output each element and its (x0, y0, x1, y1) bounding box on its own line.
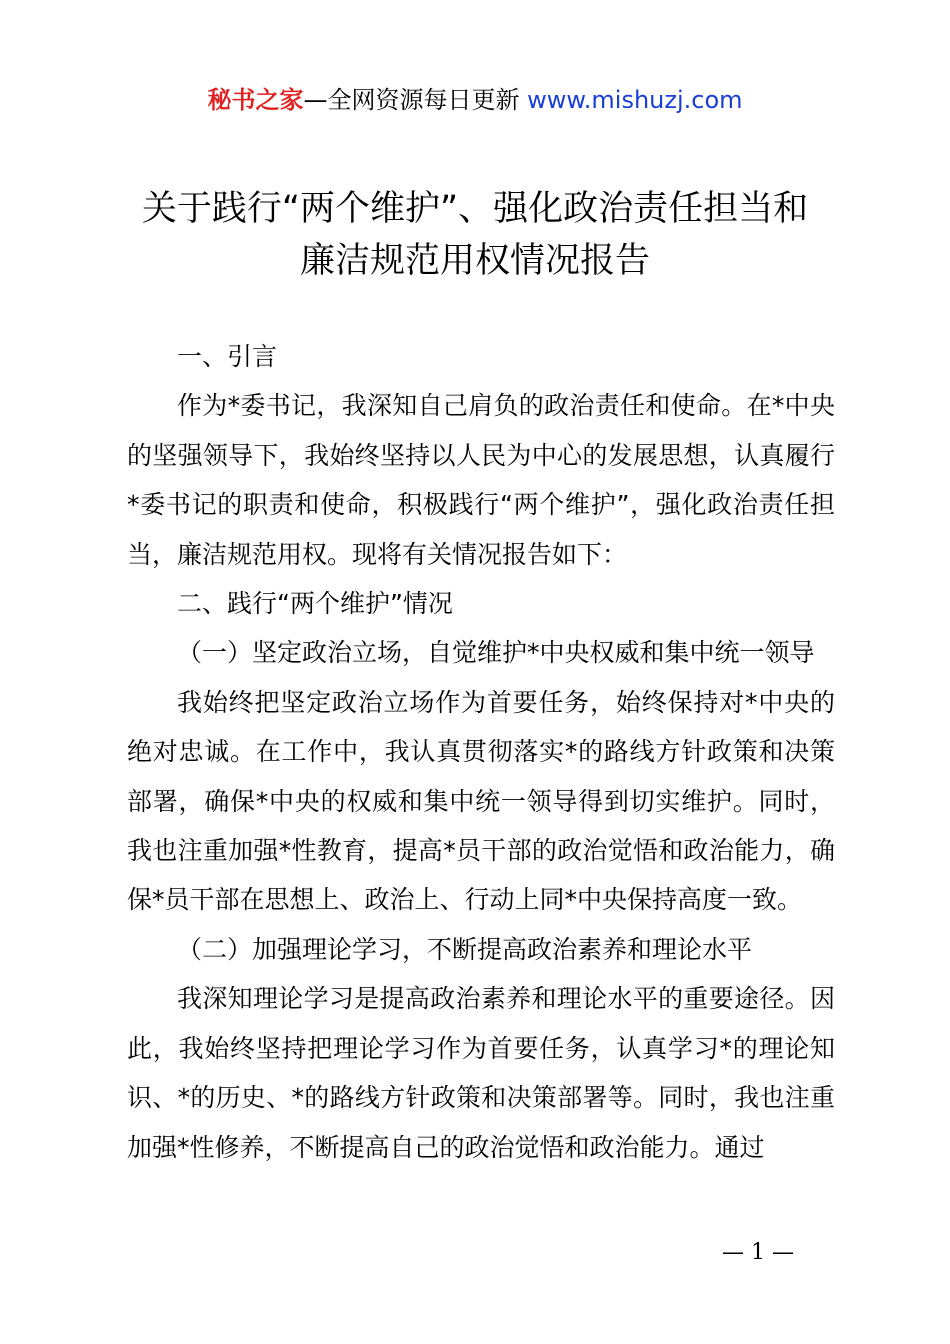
section-heading-two-maintenances: 二、践行“两个维护”情况 (177, 589, 453, 619)
site-tagline: —全网资源每日更新 (303, 86, 528, 114)
subsection-heading-1: （一）坚定政治立场，自觉维护*中央权威和集中统一领导 (177, 638, 815, 668)
title-line-1: 关于践行“两个维护”、强化政治责任担当和 (141, 189, 809, 229)
page-number: — 1 — (722, 1240, 794, 1265)
paragraph-theory-study: 我深知理论学习是提高政治素养和理论水平的重要途径。因此，我始终坚持把理论学习作为首要任务，认真学习*的理论知识、*的历史、*的路线方针政策和决策部署等。同时，我也注重加强*性修养，不断提高自己的政治觉悟和政治能力。通过 (127, 984, 835, 1162)
section-heading-intro: 一、引言 (177, 342, 278, 371)
paragraph-intro: 作为*委书记，我深知自己肩负的政治责任和使命。在*中央的坚强领导下，我始终坚持以人民为中心的发展思想，认真履行*委书记的职责和使命，积极践行“两个维护”，强化政治责任担当，廉洁规范用权。现将有关情况报告如下： (127, 391, 835, 569)
paragraph-political-stance: 我始终把坚定政治立场作为首要任务，始终保持对*中央的绝对忠诚。在工作中，我认真贯彻落实*的路线方针政策和决策部署，确保*中央的权威和集中统一领导得到切实维护。同时，我也注重加强*性教育，提高*员干部的政治觉悟和政治能力，确保*员干部在思想上、政治上、行动上同*中央保持高度一致。 (127, 687, 835, 915)
subsection-heading-2: （二）加强理论学习，不断提高政治素养和理论水平 (177, 934, 753, 964)
site-url-link[interactable]: www.mishuzj.com (527, 86, 743, 114)
site-banner (0, 80, 950, 115)
title-line-2: 廉洁规范用权情况报告 (299, 241, 650, 281)
document-body (127, 332, 835, 1172)
document-title (60, 183, 890, 287)
site-brand: 秘书之家 (207, 86, 304, 114)
